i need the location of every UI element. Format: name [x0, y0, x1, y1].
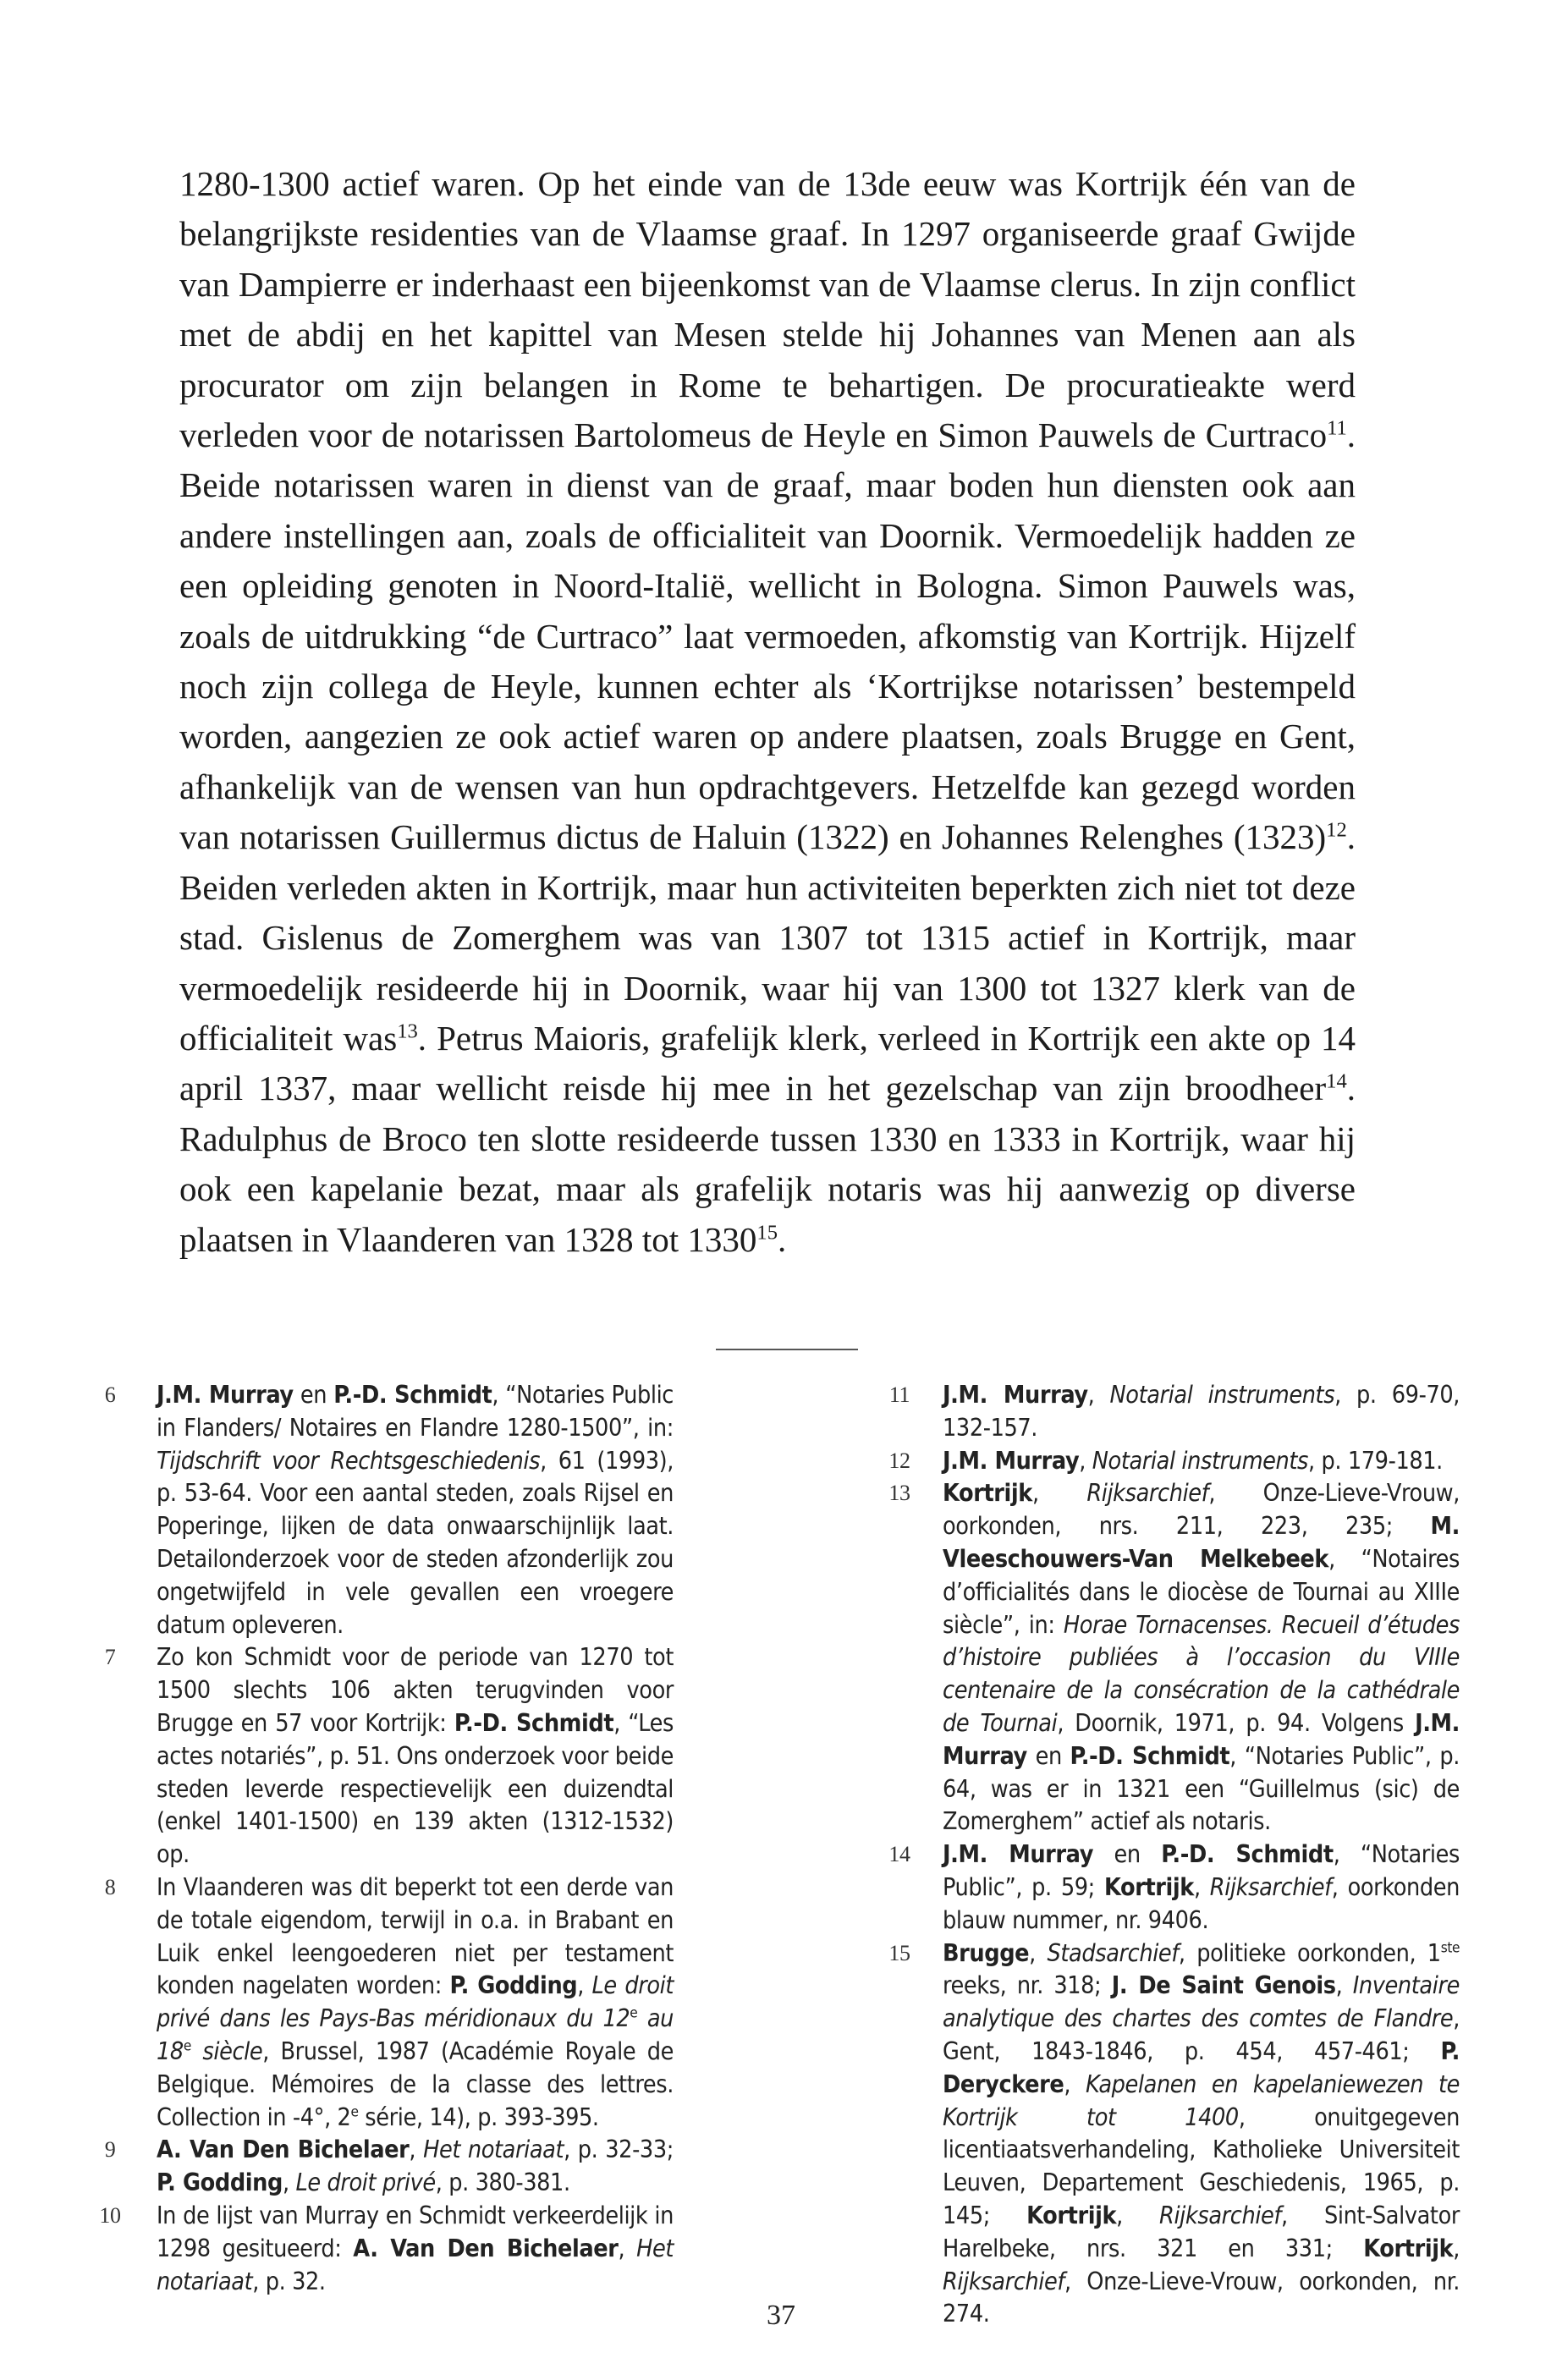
footnote-12: 12 J.M. Murray, Notarial instruments, p. 179-181. — [877, 1445, 1460, 1478]
footnote-6: 6 J.M. Murray en P.-D. Schmidt, “Notaries Public in Flanders/ Notaires en Flandre 1280-1500”, in: Tijdschrift voor Rechtsgeschiedenis, 61 (1993), p. 53-64. Voor een aantal steden, zoals Rijsel en Poperinge, lijken de data onwaarschijnlijk laat. Detailonderzoek voor de steden afzonderlijk zou ongetwijfeld in vele gevallen een vroegere datum opleveren. — [91, 1379, 674, 1641]
footnote-14: 14 J.M. Murray en P.-D. Schmidt, “Notaries Public”, p. 59; Kortrijk, Rijksarchief, oorkonden blauw nummer, nr. 9406. — [877, 1839, 1460, 1937]
page-number: 37 — [767, 2300, 795, 2331]
footnote-9: 9 A. Van Den Bichelaer, Het notariaat, p. 32-33; P. Godding, Le droit privé, p. 380-381. — [91, 2134, 674, 2200]
body-text-segment: . Petrus Maioris, grafelijk klerk, verleed in Kortrijk een akte op 14 april 1337, maar wellicht reisde hij mee in het gezelschap van zijn broodheer — [179, 1018, 1356, 1108]
footnote-ref: 15 — [756, 1220, 778, 1244]
footnote-11: 11 J.M. Murray, Notarial instruments, p. 69-70, 132-157. — [877, 1379, 1460, 1445]
footnote-number: 13 — [888, 1481, 910, 1506]
footnote-13: 13 Kortrijk, Rijksarchief, Onze-Lieve-Vrouw, oorkonden, nrs. 211, 223, 235; M. Vleeschouwers-Van Melkebeek, “Notaires d’officialités dans le diocèse de Tournai au XIIIe siècle”, in: Horae Tornacenses. Recueil d’études d’histoire publiées à l’occasion du VIIIe centenaire de la consécration de la cathédrale de Tournai, Doornik, 1971, p. 94. Volgens J.M. Murray en P.-D. Schmidt, “Notaries Public”, p. 64, was er in 1321 een “Guillelmus (sic) de Zomerghem” actief als notaris. — [877, 1477, 1460, 1839]
footnote-separator — [716, 1349, 858, 1350]
body-text-segment: . Radulphus de Broco ten slotte resideerde tussen 1330 en 1333 in Kortrijk, waar hij ook een kapelanie bezat, maar als grafelijk notaris was hij aanwezig op diverse plaatsen in Vlaanderen van 1328 tot 1330 — [179, 1069, 1356, 1259]
body-text — [179, 159, 1356, 1265]
footnotes-right-column — [877, 1379, 1460, 2331]
footnote-number: 11 — [888, 1382, 910, 1407]
footnote-ref: 13 — [397, 1020, 418, 1043]
footnotes-left-column — [91, 1379, 674, 2298]
footnote-ref: 11 — [1327, 416, 1347, 440]
body-text-segment: . — [778, 1219, 787, 1259]
footnote-number: 10 — [99, 2202, 121, 2228]
footnote-number: 8 — [104, 1874, 116, 1899]
footnote-8: 8 In Vlaanderen was dit beperkt tot een derde van de totale eigendom, terwijl in o.a. in Brabant en Luik enkel leengoederen niet per testament konden nagelaten worden: P. Godding, Le droit privé dans les Pays-Bas méridionaux du 12e au 18e siècle, Brussel, 1987 (Académie Royale de Belgique. Mémoires de la classe des lettres. Collection in -4°, 2e série, 14), p. 393-395. — [91, 1872, 674, 2134]
footnote-10: 10 In de lijst van Murray en Schmidt verkeerdelijk in 1298 gesitueerd: A. Van Den Bichelaer, Het notariaat, p. 32. — [91, 2200, 674, 2298]
body-text-segment: 1280-1300 actief waren. Op het einde van de 13de eeuw was Kortrijk één van de belangrijkste residenties van de Vlaamse graaf. In 1297 organiseerde graaf Gwijde van Dampierre er inderhaast een bijeenkomst van de Vlaamse clerus. In zijn conflict met de abdij en het kapittel van Mesen stelde hij Johannes van Menen aan als procurator om zijn belangen in Rome te behartigen. De procuratieakte werd verleden voor de notarissen Bartolomeus de Heyle en Simon Pauwels de Curtraco — [179, 164, 1356, 455]
body-text-segment: . Beide notarissen waren in dienst van de graaf, maar boden hun diensten ook aan andere instellingen aan, zoals de officialiteit van Doornik. Vermoedelijk hadden ze een opleiding genoten in Noord-Italië, wellicht in Bologna. Simon Pauwels was, zoals de uitdrukking “de Curtraco” laat vermoeden, afkomstig van Kortrijk. Hijzelf noch zijn collega de Heyle, kunnen echter als ‘Kortrijkse notarissen’ bestempeld worden, aangezien ze ook actief waren op andere plaatsen, zoals Brugge en Gent, afhankelijk van de wensen van hun opdrachtgevers. Hetzelfde kan gezegd worden van notarissen Guillermus dictus de Haluin (1322) en Johannes Relenghes (1323) — [179, 415, 1356, 857]
body-text-segment: . Beiden verleden akten in Kortrijk, maar hun activiteiten beperkten zich niet tot deze stad. Gislenus de Zomerghem was van 1307 tot 1315 actief in Kortrijk, maar vermoedelijk resideerde hij in Doornik, waar hij van 1300 tot 1327 klerk van de officialiteit was — [179, 817, 1356, 1058]
footnote-number: 7 — [104, 1645, 116, 1670]
footnote-number: 15 — [888, 1940, 910, 1965]
footnote-15: 15 Brugge, Stadsarchief, politieke oorkonden, 1ste reeks, nr. 318; J. De Saint Genois, Inventaire analytique des chartes des comtes de Flandre, Gent, 1843-1846, p. 454, 457-461; P. Deryckere, Kapelanen en kapelaniewezen te Kortrijk tot 1400, onuitgegeven licentiaatsverhandeling, Katholieke Universiteit Leuven, Departement Geschiedenis, 1965, p. 145; Kortrijk, Rijksarchief, Sint-Salvator Harelbeke, nrs. 321 en 331; Kortrijk, Rijksarchief, Onze-Lieve-Vrouw, oorkonden, nr. 274. — [877, 1938, 1460, 2332]
footnote-number: 14 — [888, 1842, 910, 1867]
footnote-ref: 14 — [1326, 1069, 1347, 1093]
footnote-number: 9 — [104, 2137, 116, 2163]
footnote-number: 6 — [104, 1382, 116, 1407]
footnote-number: 12 — [888, 1448, 910, 1473]
footnote-ref: 12 — [1326, 818, 1347, 842]
footnote-7: 7 Zo kon Schmidt voor de periode van 1270 tot 1500 slechts 106 akten terugvinden voor Brugge en 57 voor Kortrijk: P.-D. Schmidt, “Les actes notariés”, p. 51. Ons onderzoek voor beide steden leverde respectievelijk een duizendtal (enkel 1401-1500) en 139 akten (1312-1532) op. — [91, 1641, 674, 1872]
body-paragraph — [179, 159, 1356, 1265]
